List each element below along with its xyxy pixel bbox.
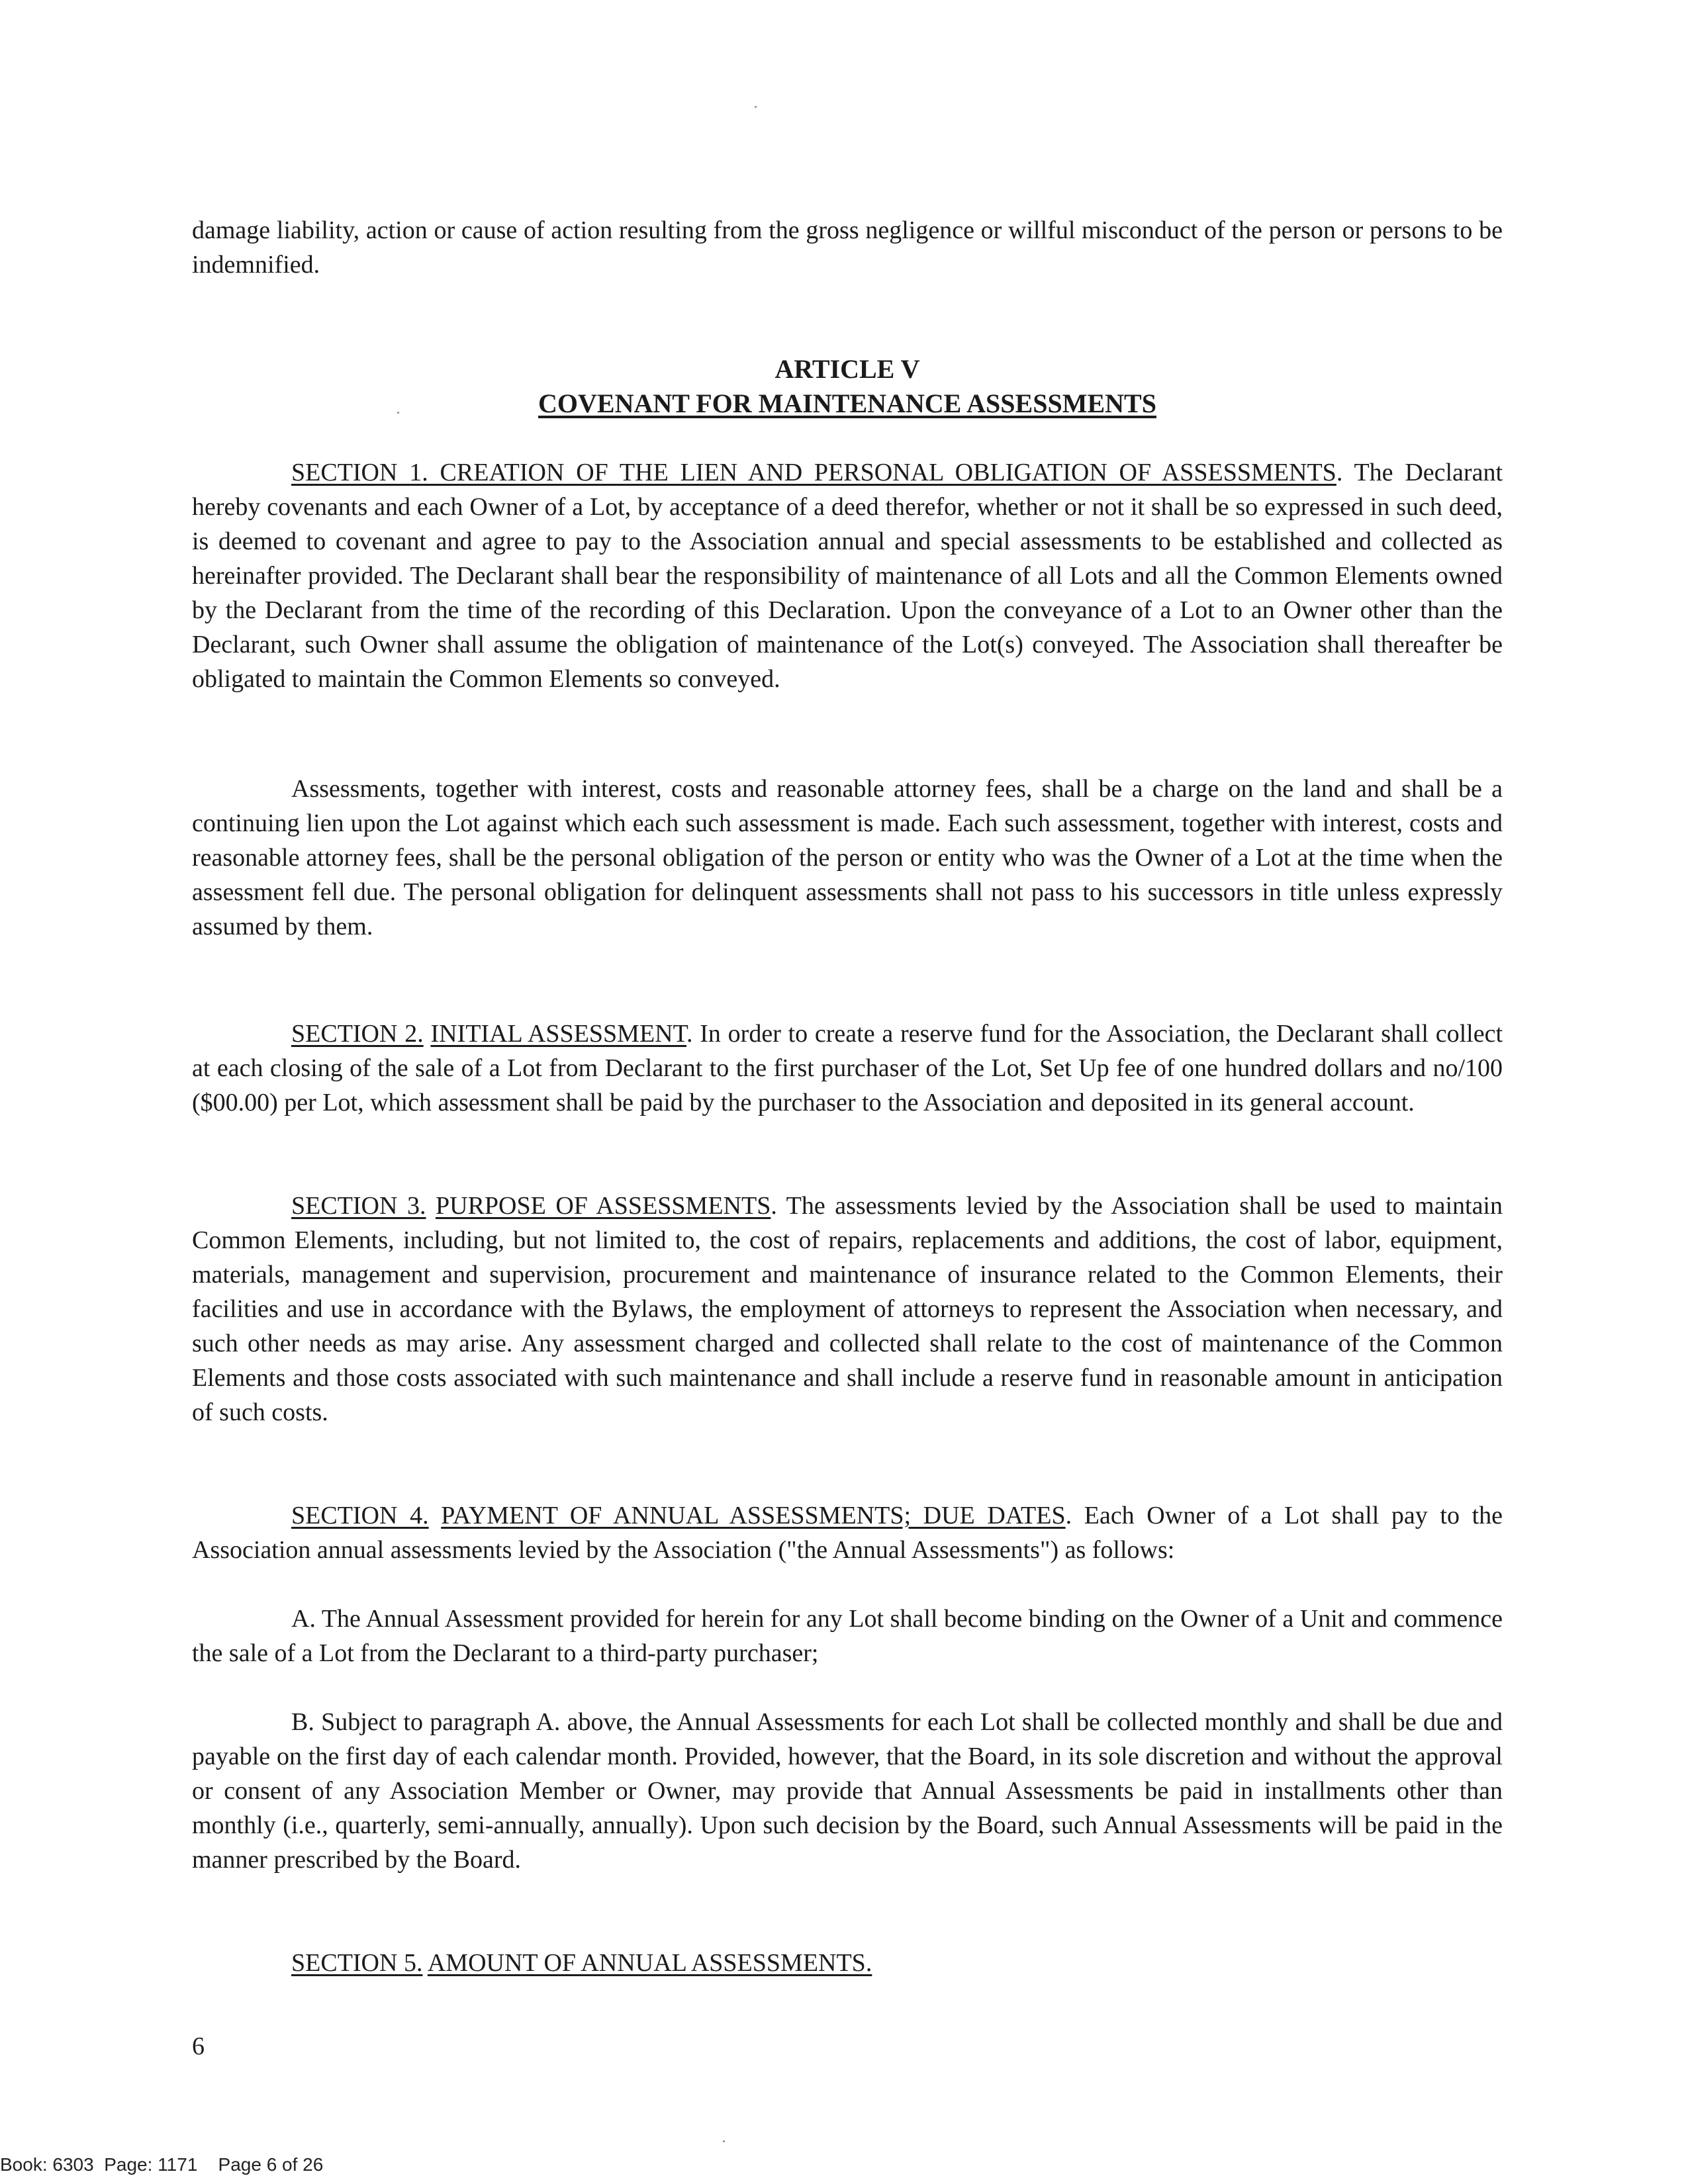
scan-speck <box>723 2140 725 2142</box>
section-5-title: AMOUNT OF ANNUAL ASSESSMENTS. <box>427 1949 872 1977</box>
section-1-paragraph-2: Assessments, together with interest, costs and reasonable attorney fees, shall be a charge on the land and shall be a continuing lien upon the Lot against which each such assessment is made. Each such assessment, together with interest, costs and reasonable attorney fees, shall be the personal obligation of the person or entity who was the Owner of a Lot at the time when the assessment fell due. The personal obligation for delinquent assessments shall not pass to his successors in title unless expressly assumed by them. <box>192 775 1503 940</box>
continuation-paragraph: damage liability, action or cause of action resulting from the gross negligence or willful misconduct of the person or persons to be indemnified. <box>192 216 1503 279</box>
section-4 <box>192 1498 1503 1567</box>
section-5-label: SECTION 5. <box>291 1949 423 1977</box>
footer-page: Page: 1171 <box>104 2154 198 2175</box>
footer-page-of: Page 6 of 26 <box>218 2154 324 2175</box>
section-1-body: . The Declarant hereby covenants and each Owner of a Lot, by acceptance of a deed therefor, whether or not it shall be so expressed in such deed, is deemed to covenant and agree to pay to the Association annual and special assessments to be established and collected as hereinafter provided. The Declarant shall bear the responsibility of maintenance of all Lots and all the Common Elements owned by the Declarant from the time of the recording of this Declaration. Upon the conveyance of a Lot to an Owner other than the Declarant, such Owner shall assume the obligation of maintenance of the Lot(s) conveyed. The Association shall thereafter be obligated to maintain the Common Elements so conveyed. <box>192 459 1503 693</box>
article-number: ARTICLE V <box>774 354 920 384</box>
footer-book: Book: 6303 <box>0 2154 94 2175</box>
section-1 <box>192 455 1503 696</box>
section-3-label: SECTION 3. <box>291 1192 426 1220</box>
section-4-title: PAYMENT OF ANNUAL ASSESSMENTS; DUE DATES <box>441 1502 1066 1529</box>
scan-speck <box>755 106 757 108</box>
article-title-text: COVENANT FOR MAINTENANCE ASSESSMENTS <box>538 388 1156 418</box>
section-2 <box>192 1017 1503 1120</box>
section-4-body: . Each Owner of a Lot shall pay to the Association annual assessments levied by the Association ("the Annual Assessments") as follows: <box>192 1502 1503 1564</box>
section-4-item-b: B. Subject to paragraph A. above, the Annual Assessments for each Lot shall be collected monthly and shall be due and payable on the first day of each calendar month. Provided, however, that the Board, in its sole discretion and without the approval or consent of any Association Member or Owner, may provide that Annual Assessments be paid in installments other than monthly (i.e., quarterly, semi-annually, annually). Upon such decision by the Board, such Annual Assessments will be paid in the manner prescribed by the Board. <box>192 1708 1503 1874</box>
section-3-body: . The assessments levied by the Association shall be used to maintain Common Elements, including, but not limited to, the cost of repairs, replacements and additions, the cost of labor, equipment, materials, management and supervision, procurement and maintenance of insurance related to the Common Elements, their facilities and use in accordance with the Bylaws, the employment of attorneys to represent the Association when necessary, and such other needs as may arise. Any assessment charged and collected shall relate to the cost of maintenance of the Common Elements and those costs associated with such maintenance and shall include a reserve fund in reasonable amount in anticipation of such costs. <box>192 1192 1503 1426</box>
section-1-heading: SECTION 1. CREATION OF THE LIEN AND PERSONAL OBLIGATION OF ASSESSMENTS <box>291 459 1336 486</box>
section-2-title: INITIAL ASSESSMENT <box>430 1020 687 1048</box>
article-title <box>192 387 1503 421</box>
section-3 <box>192 1189 1503 1430</box>
section-3-title: PURPOSE OF ASSESSMENTS <box>436 1192 771 1220</box>
section-2-label: SECTION 2. <box>291 1020 424 1048</box>
section-2-body: . In order to create a reserve fund for the Association, the Declarant shall collect at each closing of the sale of a Lot from Declarant to the first purchaser of the Lot, Set Up fee of one hundred dollars and no/100 ($00.00) per Lot, which assessment shall be paid by the purchaser to the Association and deposited in its general account. <box>192 1020 1503 1116</box>
section-5 <box>192 1946 1503 1980</box>
recording-footer <box>0 2154 323 2176</box>
section-4-item-a: A. The Annual Assessment provided for herein for any Lot shall become binding on the Owner of a Unit and commence the sale of a Lot from the Declarant to a third-party purchaser; <box>192 1605 1503 1667</box>
page-number: 6 <box>192 2032 205 2060</box>
section-4-label: SECTION 4. <box>291 1502 429 1529</box>
